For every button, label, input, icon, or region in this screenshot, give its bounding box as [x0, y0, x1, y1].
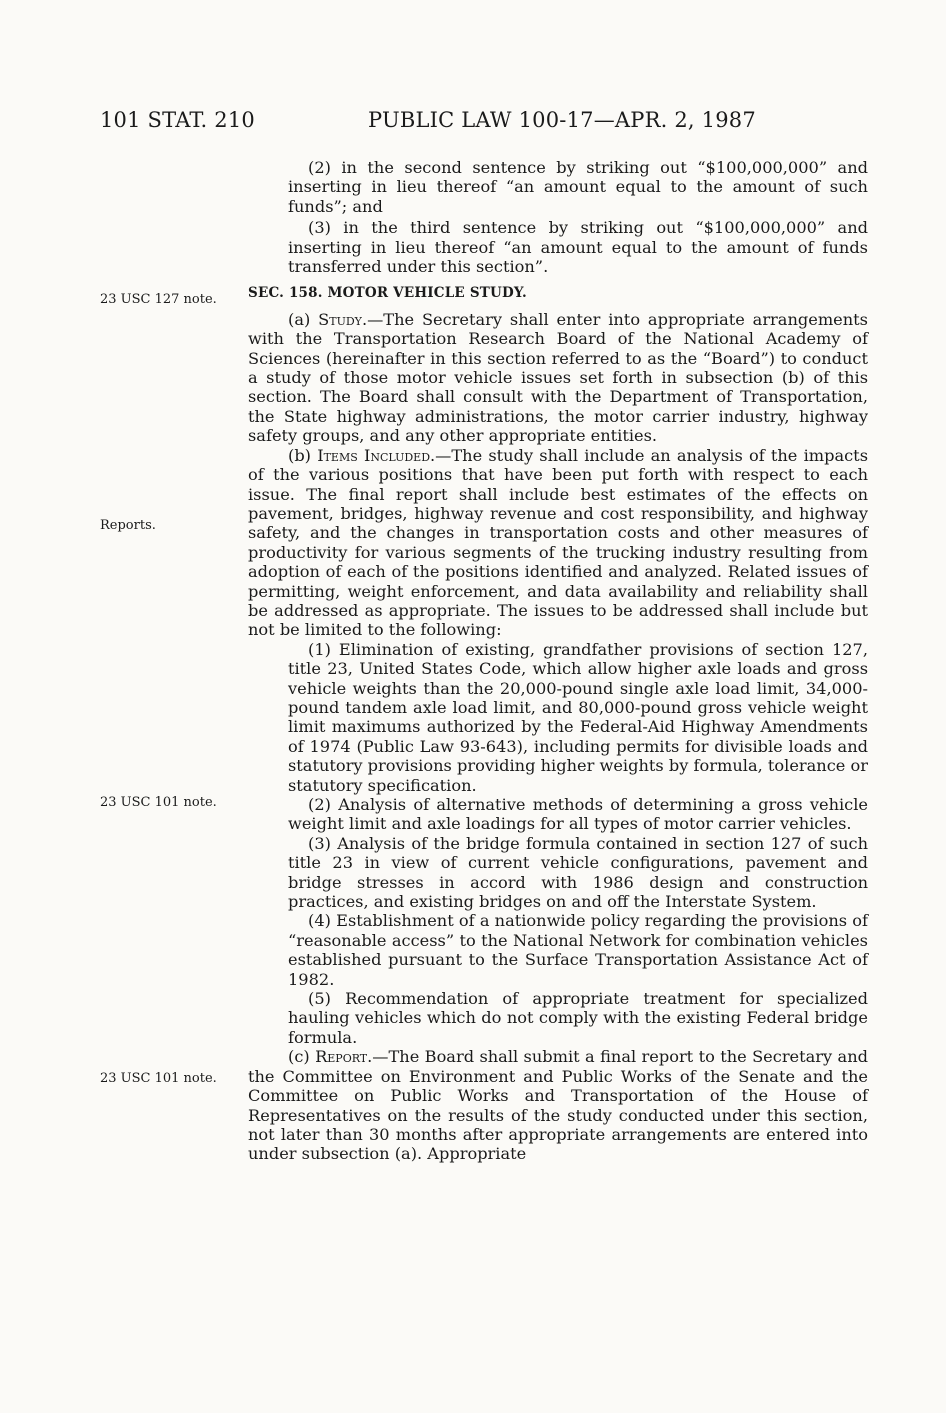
margin-note-usc-101-b: 23 USC 101 note.	[100, 1071, 217, 1086]
body-text	[248, 158, 868, 1164]
margin-note-usc-127: 23 USC 127 note.	[100, 292, 217, 307]
subsection-c-title: Report	[315, 1047, 368, 1067]
subsection-a-text: .—The Secretary shall enter into appropriate arrangements with the Transportation Research Board of the National Academy of Sciences (hereinafter in this section referred to as the “Board”) to conduct a study of those motor vehicle issues set forth in subsection (b) of this section. The Board shall consult with the Department of Transportation, the State highway administrations, the motor carrier industry, highway safety groups, and any other appropriate entities.	[248, 309, 868, 446]
list-item-5: (5) Recommendation of appropriate treatment for specialized hauling vehicles which do not comply with the existing Federal bridge formula.	[288, 989, 868, 1047]
margin-note-reports: Reports.	[100, 518, 156, 533]
margin-note-usc-101-a: 23 USC 101 note.	[100, 795, 217, 810]
list-item-1: (1) Elimination of existing, grandfather provisions of section 127, title 23, United States Code, which allow higher axle loads and gross vehicle weights than the 20,000-pound single axle load limit, 34,000-pound tandem axle load limit, and 80,000-pound gross vehicle weight limit maximums authorized by the Federal-Aid Highway Amendments of 1974 (Public Law 93-643), including permits for divisible loads and statutory provisions providing higher weights by formula, tolerance or statutory specification.	[288, 639, 868, 795]
list-item-3: (3) Analysis of the bridge formula contained in section 127 of such title 23 in view of current vehicle configurations, pavement and bridge stresses in accord with 1986 design and construction practices, and existing bridges on and off the Interstate System.	[288, 833, 868, 912]
list-item-4: (4) Establishment of a nationwide policy regarding the provisions of “reasonable access” to the National Network for combination vehicles established pursuant to the Surface Transportation Assistance Act of 1982.	[288, 911, 868, 989]
subsection-b	[248, 446, 868, 640]
subsection-b-label: (b)	[288, 445, 318, 465]
section-heading: SEC. 158. MOTOR VEHICLE STUDY.	[248, 285, 527, 302]
stat-reference: 101 STAT. 210	[100, 108, 255, 132]
subsection-c-text: .—The Board shall submit a final report to the Secretary and the Committee on Environment and Public Works of the Senate and the Committee on Public Works and Transportation of the House of Representatives on the results of the study conducted under this section, not later than 30 months after appropriate arrangements are entered into under subsection (a). Appropriate	[248, 1047, 868, 1164]
subsection-c-label: (c)	[288, 1047, 316, 1067]
subsection-a	[248, 310, 868, 446]
subsection-c	[248, 1047, 868, 1163]
paragraph-item-2: (2) in the second sentence by striking out “$100,000,000” and inserting in lieu thereof “an amount equal to the amount of such funds”; and	[288, 158, 868, 216]
list-item-2: (2) Analysis of alternative methods of determining a gross vehicle weight limit and axle loadings for all types of motor carrier vehicles.	[288, 795, 868, 834]
subsection-a-label: (a)	[288, 309, 319, 329]
subsection-a-title: Study	[318, 309, 362, 329]
subsection-b-title: Items Included	[317, 445, 431, 465]
law-title: PUBLIC LAW 100-17—APR. 2, 1987	[368, 108, 756, 132]
paragraph-item-3: (3) in the third sentence by striking out “$100,000,000” and inserting in lieu thereof “an amount equal to the amount of funds transferred under this section”.	[288, 218, 868, 277]
subsection-b-text: .—The study shall include an analysis of the impacts of the various positions that have been put forth with respect to each issue. The final report shall include best estimates of the effects on pavement, bridges, highway revenue and cost responsibility, and highway safety, and the changes in transportation costs and other measures of productivity for various segments of the trucking industry resulting from adoption of each of the positions identified and analyzed. Related issues of permitting, weight enforcement, and data availability and reliability shall be addressed as appropriate. The issues to be addressed shall include but not be limited to the following:	[248, 445, 868, 640]
